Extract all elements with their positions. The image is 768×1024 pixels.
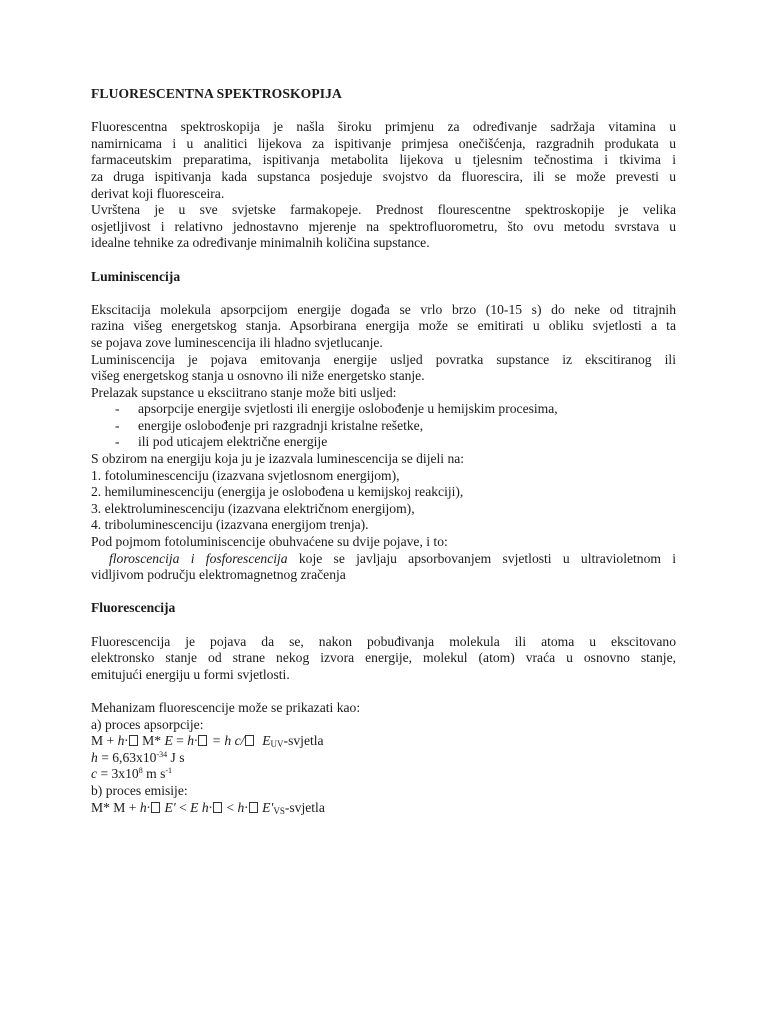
text-line: Uvrštena je u sve svjetske farmakopeje. Prednost flourescentne spektroskopije je velika: [91, 202, 676, 218]
equation-text: E': [164, 799, 176, 815]
equation-superscript: -1: [165, 766, 173, 776]
text-line: Fluorescencija je pojava da se, nakon pobuđivanja molekula ili atoma u ekscitovano: [91, 633, 676, 649]
equation-text: <: [223, 799, 238, 815]
equation-text: h·: [187, 733, 198, 749]
absorption-label: a) proces apsorpcije:: [91, 716, 204, 732]
missing-glyph-icon: [245, 735, 254, 746]
emission-equation: [91, 800, 676, 817]
equation-text: M +: [91, 733, 118, 749]
equation-text: =: [172, 733, 188, 749]
list-item: 2. hemiluminescenciju (energija je oslobođena u kemijskoj reakciji),: [91, 484, 464, 500]
list-item-text: apsorpcije energije svjetlosti ili energije oslobođenje u hemijskim procesima,: [138, 401, 558, 417]
equation-text: E': [262, 799, 274, 815]
bullet-marker: -: [115, 417, 120, 433]
text-run: koje se javljaju apsorbovanjem svjetlosti u ultravioletnom i: [287, 550, 677, 566]
missing-glyph-icon: [213, 802, 222, 813]
text-line: osjetljivost i relativno jednostavno mjerenje na spektrofluorometru, što ovu metodu svrstava u: [91, 218, 676, 234]
text-line: namirnicama i u analitici lijekova za ispitivanje primjesa onečišćenja, razgradnih produkata u: [91, 135, 676, 151]
equation-text: h·: [198, 799, 213, 815]
bullet-marker: -: [115, 434, 120, 450]
section-heading-fluorescencija: Fluorescencija: [91, 600, 176, 616]
italic-term: floroscencija i fosforescencija: [109, 550, 288, 566]
equation-text: M*: [142, 733, 165, 749]
equation-superscript: 8: [138, 766, 143, 776]
mechanism-intro: Mehanizam fluorescencije može se prikazati kao:: [91, 699, 361, 715]
missing-glyph-icon: [151, 802, 160, 813]
document-body: [91, 86, 676, 816]
text-line: farmaceutskim preparatima, ispitivanja metabolita lijekova u tjelesnim tečnostima i tkivima i: [91, 152, 676, 168]
luminiscencija-paragraph-2: [91, 352, 676, 385]
bullet-marker: -: [115, 401, 120, 417]
bullet-list: [91, 401, 676, 451]
luminiscencija-paragraph-6: [91, 551, 676, 584]
equation-text: h: [91, 749, 98, 765]
list-item: [91, 401, 676, 418]
emission-label: b) proces emisije:: [91, 782, 188, 798]
list-item: [91, 418, 676, 435]
missing-glyph-icon: [198, 735, 207, 746]
equation-text: h·: [139, 799, 151, 815]
text-line: elektronsko stanje od strane nekog izvora energije, molekul (atom) vraća u osnovno stanje,: [91, 650, 676, 666]
text-line: se pojava zove luminescencija ili hladno svjetlucanje.: [91, 334, 383, 350]
text-line: [91, 551, 676, 568]
equation-subscript: UV: [270, 739, 284, 750]
equation-text: <: [175, 799, 191, 815]
list-item-text: energije oslobođenje pri razgradnji kristalne rešetke,: [138, 417, 424, 433]
text-line: Ekscitacija molekula apsorpcijom energije događa se vrlo brzo (10-15 s) do neke od titrajnih: [91, 301, 676, 317]
equation-text: E: [190, 799, 199, 815]
text-line: emitujući energiju u formi svjetlosti.: [91, 666, 290, 682]
equation-text: = h c/: [208, 733, 245, 749]
text-line: razina višeg energetskog stanja. Apsorbirana energija može se emitirati u obliku svjetlosti a ta: [91, 318, 676, 334]
luminiscencija-paragraph-4: S obzirom na energiju koja ju je izazvala luminescencija se dijeli na:: [91, 451, 465, 467]
equation-text: M* M +: [91, 799, 140, 815]
text-line: Luminiscencija je pojava emitovanja energije usljed povratka supstance iz ekscitiranog ili: [91, 351, 676, 367]
absorption-equation: [91, 733, 676, 750]
section-heading-luminiscencija: Luminiscencija: [91, 268, 181, 284]
list-item: [91, 434, 676, 451]
luminiscencija-paragraph-5: Pod pojmom fotoluminiscencije obuhvaćene su dvije pojave, i to:: [91, 534, 448, 550]
list-item: 1. fotoluminescenciju (izazvana svjetlosnom energijom),: [91, 467, 400, 483]
luminiscencija-paragraph-3: Prelazak supstance u eksciitrano stanje može biti usljed:: [91, 384, 397, 400]
equation-text: J s: [167, 749, 185, 765]
document-title: FLUORESCENTNA SPEKTROSKOPIJA: [91, 86, 342, 101]
text-line: idealne tehnike za određivanje minimalnih količina supstance.: [91, 235, 430, 251]
list-item-text: ili pod uticajem električne energije: [138, 434, 328, 450]
missing-glyph-icon: [129, 735, 138, 746]
equation-text: c: [91, 766, 98, 782]
luminiscencija-paragraph-1: [91, 302, 676, 352]
text-line: za druga ispitivanja kada supstanca posjeduje svojstvo da fluorescira, ili se može prevesti u: [91, 168, 676, 184]
intro-paragraph-1: [91, 119, 676, 202]
equation-subscript: VS: [273, 805, 285, 816]
list-item: 3. elektroluminescenciju (izazvana električnom energijom),: [91, 500, 415, 516]
equation-text: h·: [117, 733, 128, 749]
equation-text: E: [262, 733, 271, 749]
text-line: višeg energetskog stanja u osnovno ili niže energetsko stanje.: [91, 368, 425, 384]
intro-paragraph-2: [91, 202, 676, 252]
missing-glyph-icon: [249, 802, 258, 813]
equation-text: E: [164, 733, 173, 749]
equation-superscript: -34: [156, 749, 168, 759]
equation-text: -svjetla: [284, 799, 325, 815]
equation-text: m s: [142, 766, 166, 782]
fluorescencija-paragraph-1: [91, 634, 676, 684]
numbered-list: [91, 468, 676, 534]
text-line: derivat koji fluoresceira.: [91, 185, 225, 201]
equation-text: -svjetla: [283, 733, 324, 749]
planck-constant: [91, 750, 676, 767]
text-line: vidljivom području elektromagnetnog zračenja: [91, 567, 346, 583]
list-item: 4. triboluminescenciju (izazvana energijom trenja).: [91, 517, 369, 533]
equation-text: = 6,63x10: [97, 749, 157, 765]
text-line: Fluorescentna spektroskopija je našla široku primjenu za određivanje sadržaja vitamina u: [91, 119, 676, 135]
equation-text: h·: [237, 799, 248, 815]
equation-text: = 3x10: [97, 766, 139, 782]
speed-of-light: [91, 766, 676, 783]
